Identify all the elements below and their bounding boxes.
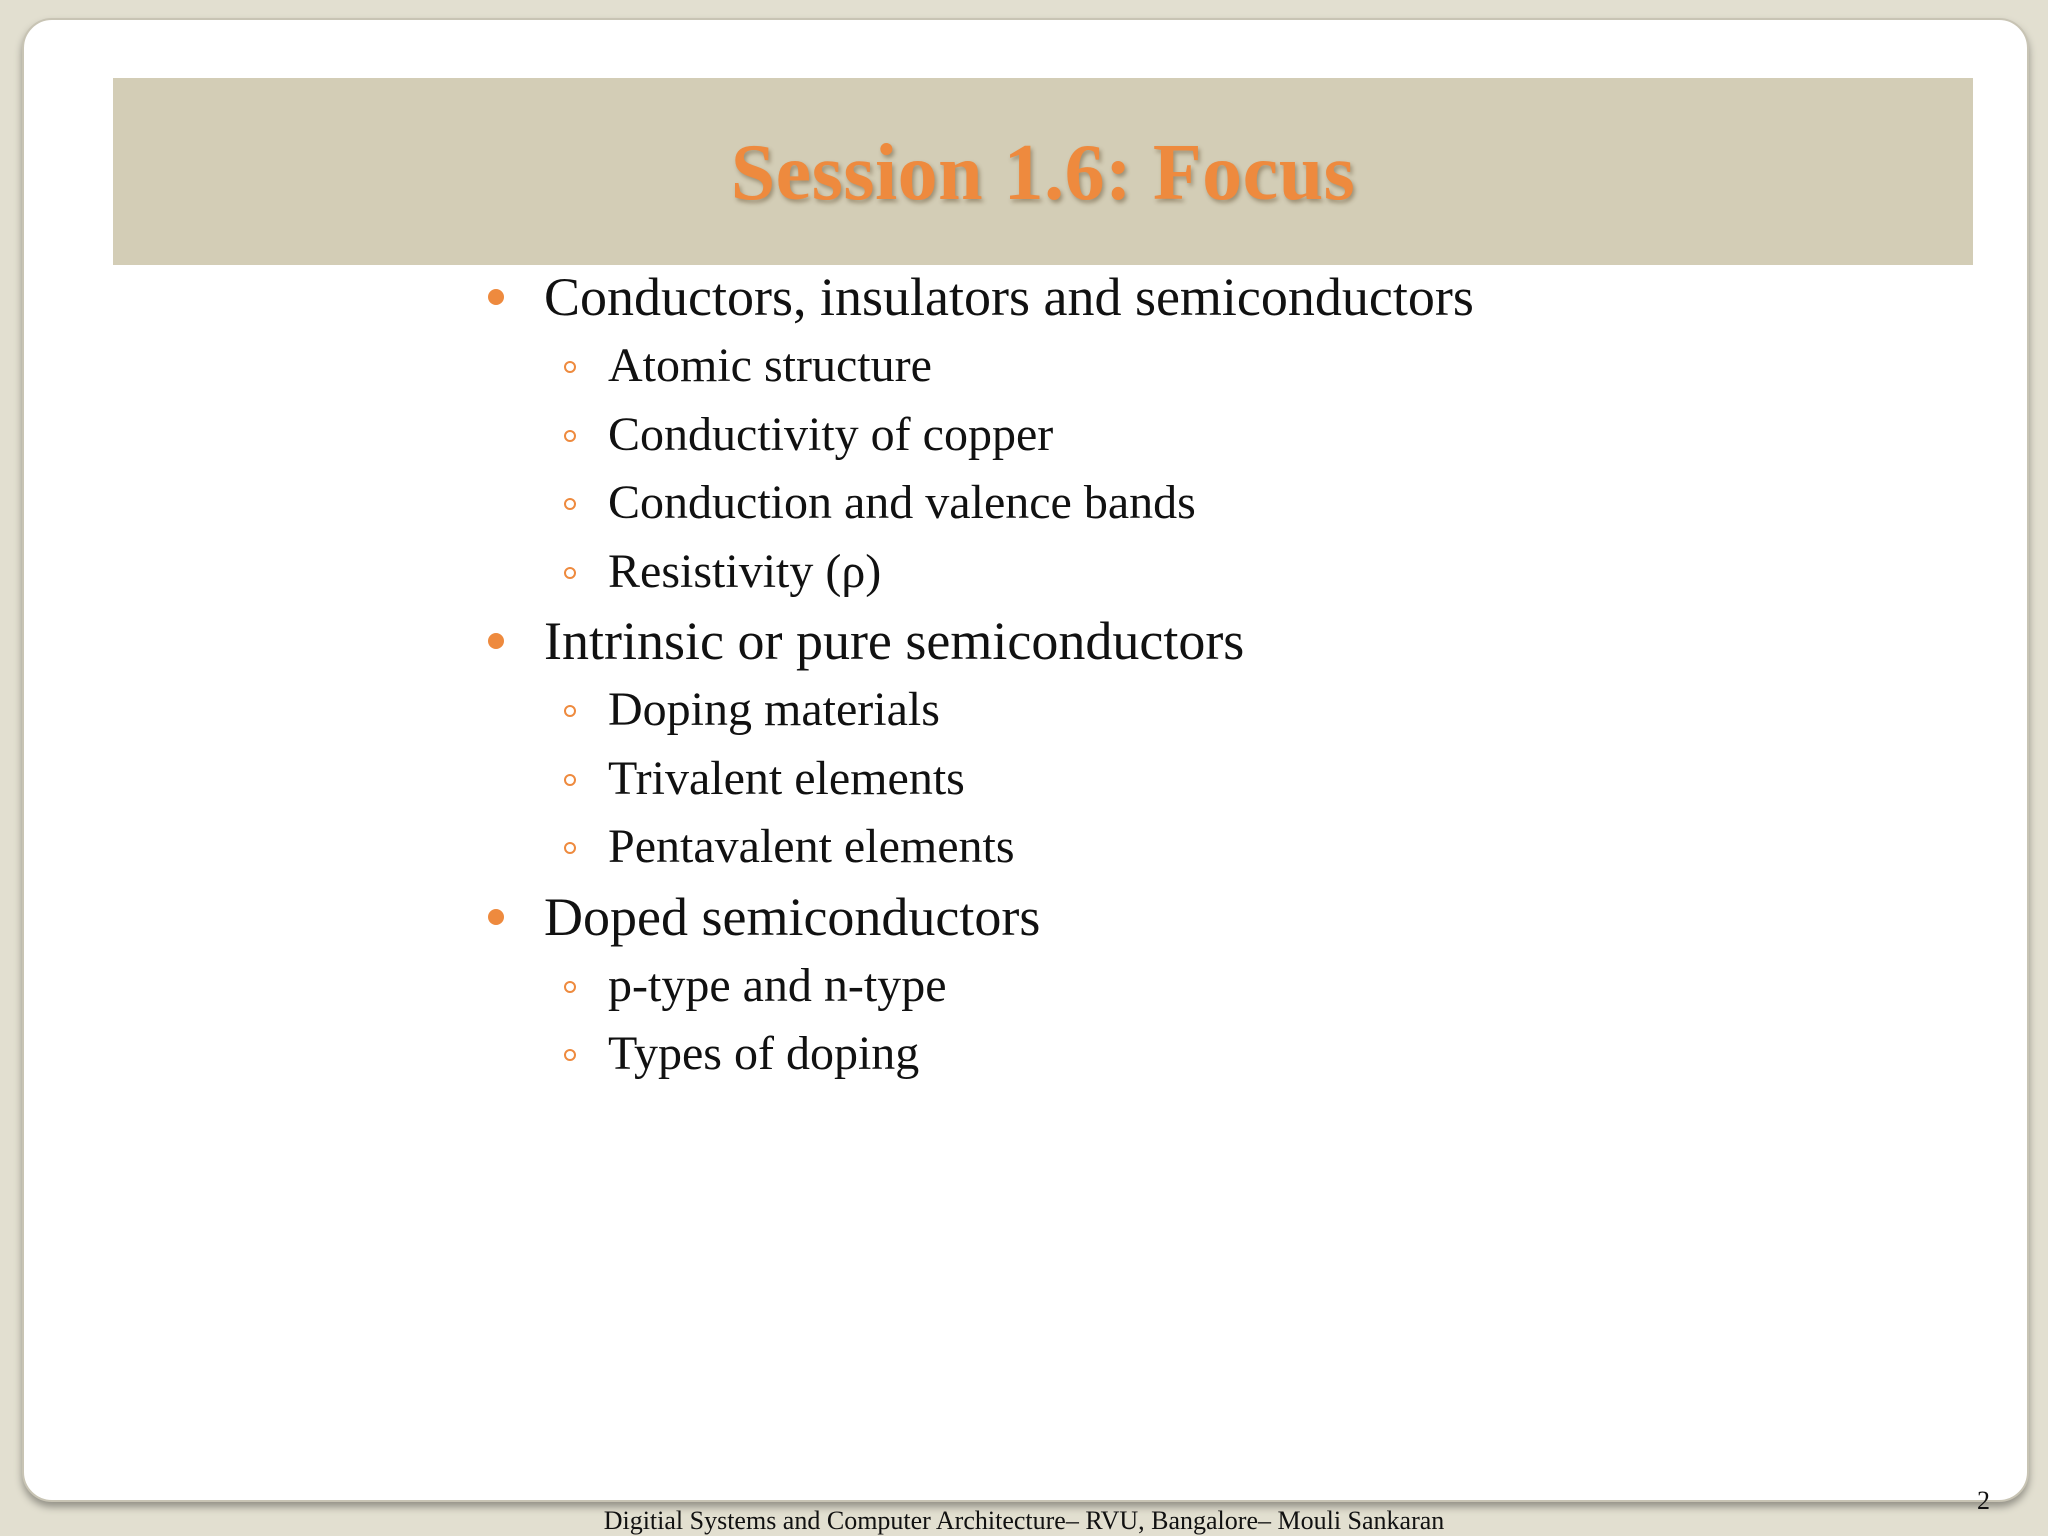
bullet-text: Doped semiconductors bbox=[544, 886, 1041, 947]
bullet-dot-icon bbox=[488, 633, 504, 649]
sub-bullet-ring-icon bbox=[564, 1049, 576, 1061]
bullet-item bbox=[470, 606, 1870, 676]
bullet-dot-icon bbox=[488, 289, 504, 305]
sub-bullet-ring-icon bbox=[564, 774, 576, 786]
sub-bullet-item bbox=[470, 745, 1870, 814]
sub-bullet-ring-icon bbox=[564, 842, 576, 854]
title-band bbox=[113, 78, 1973, 265]
sub-bullet-text: Resistivity (ρ) bbox=[608, 544, 882, 598]
sub-bullet-text: Doping materials bbox=[608, 683, 940, 736]
sub-bullet-item bbox=[470, 401, 1870, 470]
sub-bullet-ring-icon bbox=[564, 981, 576, 993]
page-number: 2 bbox=[1977, 1486, 1990, 1515]
sub-bullet-ring-icon bbox=[564, 361, 576, 373]
sub-bullet-item bbox=[470, 676, 1870, 745]
bullet-item bbox=[470, 262, 1870, 332]
sub-bullet-item bbox=[470, 813, 1870, 882]
sub-bullet-text: Trivalent elements bbox=[608, 751, 965, 805]
bullet-text: Intrinsic or pure semiconductors bbox=[544, 611, 1245, 671]
slide-title: Session 1.6: Focus bbox=[730, 129, 1356, 217]
sub-bullet-item bbox=[470, 538, 1870, 607]
bullet-text: Conductors, insulators and semiconductors bbox=[544, 267, 1474, 327]
sub-bullet-ring-icon bbox=[564, 705, 576, 717]
sub-bullet-ring-icon bbox=[564, 498, 576, 510]
bullet-list bbox=[470, 262, 1870, 1089]
sub-bullet-text: p-type and n-type bbox=[608, 958, 947, 1012]
bullet-item bbox=[470, 882, 1870, 952]
sub-bullet-ring-icon bbox=[564, 430, 576, 442]
sub-bullet-text: Atomic structure bbox=[608, 339, 932, 392]
sub-bullet-item bbox=[470, 1020, 1870, 1089]
slide-footer: Digitial Systems and Computer Architecture– RVU, Bangalore– Mouli Sankaran bbox=[603, 1506, 1445, 1535]
sub-bullet-text: Conductivity of copper bbox=[608, 407, 1054, 461]
sub-bullet-text: Pentavalent elements bbox=[608, 820, 1015, 873]
sub-bullet-item bbox=[470, 469, 1870, 538]
bullet-dot-icon bbox=[488, 909, 504, 925]
sub-bullet-item bbox=[470, 332, 1870, 401]
sub-bullet-text: Types of doping bbox=[608, 1027, 920, 1080]
sub-bullet-ring-icon bbox=[564, 567, 576, 579]
sub-bullet-text: Conduction and valence bands bbox=[608, 476, 1196, 529]
sub-bullet-item bbox=[470, 952, 1870, 1021]
